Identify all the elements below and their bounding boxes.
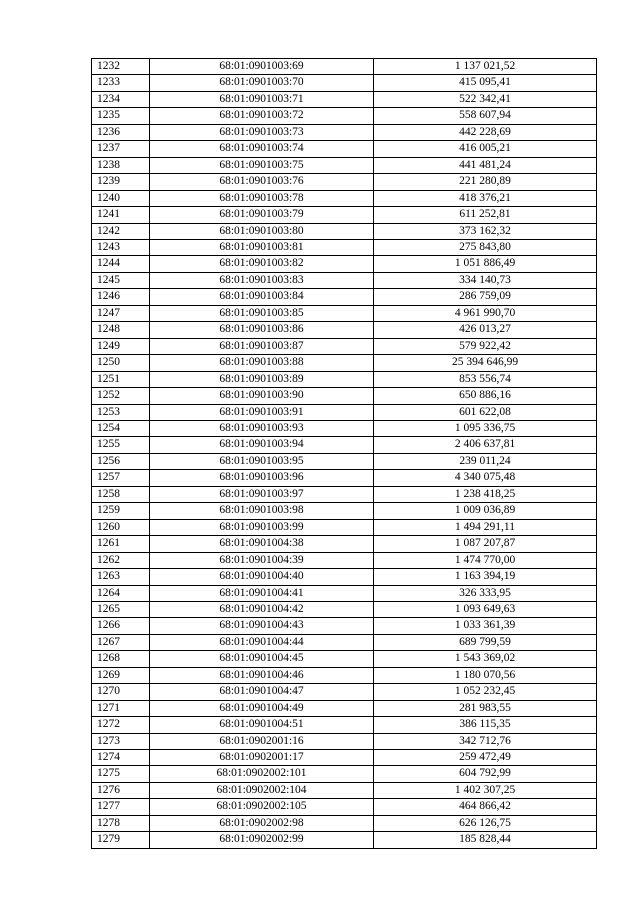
cadastral-value-cell: 259 472,49	[374, 750, 597, 766]
row-number-cell: 1279	[92, 832, 150, 848]
table-row	[92, 717, 597, 733]
row-number-cell: 1266	[92, 618, 150, 634]
cadastral-number-cell: 68:01:0902002:99	[150, 832, 374, 848]
cadastral-number-cell: 68:01:0901004:39	[150, 552, 374, 568]
row-number-cell: 1254	[92, 420, 150, 436]
cadastral-value-cell: 1 474 770,00	[374, 552, 597, 568]
cadastral-number-cell: 68:01:0901003:82	[150, 256, 374, 272]
cadastral-number-cell: 68:01:0901003:78	[150, 190, 374, 206]
row-number-cell: 1234	[92, 91, 150, 107]
cadastral-number-cell: 68:01:0901003:90	[150, 388, 374, 404]
row-number-cell: 1248	[92, 322, 150, 338]
cadastral-number-cell: 68:01:0902001:16	[150, 733, 374, 749]
cadastral-number-cell: 68:01:0901003:99	[150, 519, 374, 535]
row-number-cell: 1233	[92, 75, 150, 91]
row-number-cell: 1271	[92, 700, 150, 716]
cadastral-value-cell: 442 228,69	[374, 124, 597, 140]
cadastral-number-cell: 68:01:0901004:51	[150, 717, 374, 733]
cadastral-number-cell: 68:01:0901003:98	[150, 503, 374, 519]
cadastral-number-cell: 68:01:0901004:41	[150, 585, 374, 601]
table-row	[92, 305, 597, 321]
table-row	[92, 601, 597, 617]
row-number-cell: 1244	[92, 256, 150, 272]
table-row	[92, 91, 597, 107]
table-row	[92, 453, 597, 469]
table-row	[92, 190, 597, 206]
cadastral-number-cell: 68:01:0901004:46	[150, 667, 374, 683]
cadastral-value-cell: 2 406 637,81	[374, 437, 597, 453]
cadastral-number-cell: 68:01:0901003:74	[150, 141, 374, 157]
cadastral-value-cell: 601 622,08	[374, 404, 597, 420]
table-row	[92, 569, 597, 585]
row-number-cell: 1253	[92, 404, 150, 420]
table-row	[92, 750, 597, 766]
cadastral-number-cell: 68:01:0902002:104	[150, 782, 374, 798]
cadastral-value-cell: 1 093 649,63	[374, 601, 597, 617]
cadastral-value-cell: 1 087 207,87	[374, 536, 597, 552]
cadastral-value-cell: 185 828,44	[374, 832, 597, 848]
cadastral-value-table	[91, 58, 597, 849]
row-number-cell: 1276	[92, 782, 150, 798]
table-row	[92, 799, 597, 815]
cadastral-value-cell: 418 376,21	[374, 190, 597, 206]
row-number-cell: 1251	[92, 371, 150, 387]
table-row	[92, 59, 597, 75]
cadastral-number-cell: 68:01:0901003:86	[150, 322, 374, 338]
table-row	[92, 470, 597, 486]
row-number-cell: 1258	[92, 486, 150, 502]
row-number-cell: 1238	[92, 157, 150, 173]
cadastral-value-cell: 1 402 307,25	[374, 782, 597, 798]
row-number-cell: 1268	[92, 651, 150, 667]
table-row	[92, 667, 597, 683]
cadastral-value-cell: 373 162,32	[374, 223, 597, 239]
cadastral-number-cell: 68:01:0901004:42	[150, 601, 374, 617]
row-number-cell: 1262	[92, 552, 150, 568]
cadastral-number-cell: 68:01:0901003:84	[150, 289, 374, 305]
cadastral-number-cell: 68:01:0901003:76	[150, 174, 374, 190]
table-row	[92, 256, 597, 272]
cadastral-value-cell: 221 280,89	[374, 174, 597, 190]
cadastral-value-cell: 286 759,09	[374, 289, 597, 305]
row-number-cell: 1278	[92, 815, 150, 831]
table-row	[92, 651, 597, 667]
cadastral-number-cell: 68:01:0901003:75	[150, 157, 374, 173]
cadastral-value-cell: 1 494 291,11	[374, 519, 597, 535]
cadastral-number-cell: 68:01:0901003:81	[150, 239, 374, 255]
table-row	[92, 486, 597, 502]
row-number-cell: 1257	[92, 470, 150, 486]
row-number-cell: 1267	[92, 634, 150, 650]
table-row	[92, 239, 597, 255]
cadastral-value-cell: 626 126,75	[374, 815, 597, 831]
cadastral-number-cell: 68:01:0901003:87	[150, 338, 374, 354]
cadastral-number-cell: 68:01:0901003:96	[150, 470, 374, 486]
cadastral-number-cell: 68:01:0901003:91	[150, 404, 374, 420]
table-row	[92, 322, 597, 338]
cadastral-number-cell: 68:01:0901003:83	[150, 272, 374, 288]
cadastral-number-cell: 68:01:0902002:105	[150, 799, 374, 815]
cadastral-value-cell: 1 238 418,25	[374, 486, 597, 502]
cadastral-value-cell: 650 886,16	[374, 388, 597, 404]
cadastral-value-cell: 416 005,21	[374, 141, 597, 157]
table-row	[92, 519, 597, 535]
cadastral-number-cell: 68:01:0901003:97	[150, 486, 374, 502]
table-row	[92, 141, 597, 157]
cadastral-number-cell: 68:01:0901003:73	[150, 124, 374, 140]
table-row	[92, 552, 597, 568]
cadastral-value-cell: 281 983,55	[374, 700, 597, 716]
cadastral-number-cell: 68:01:0901003:85	[150, 305, 374, 321]
cadastral-value-cell: 1 095 336,75	[374, 420, 597, 436]
row-number-cell: 1273	[92, 733, 150, 749]
cadastral-value-cell: 1 052 232,45	[374, 684, 597, 700]
table-row	[92, 503, 597, 519]
cadastral-value-cell: 4 961 990,70	[374, 305, 597, 321]
cadastral-value-cell: 334 140,73	[374, 272, 597, 288]
cadastral-value-cell: 239 011,24	[374, 453, 597, 469]
table-row	[92, 388, 597, 404]
cadastral-value-cell: 4 340 075,48	[374, 470, 597, 486]
cadastral-value-cell: 25 394 646,99	[374, 355, 597, 371]
table-row	[92, 733, 597, 749]
table-row	[92, 223, 597, 239]
cadastral-value-cell: 689 799,59	[374, 634, 597, 650]
row-number-cell: 1252	[92, 388, 150, 404]
table-row	[92, 634, 597, 650]
table-row	[92, 289, 597, 305]
table-row	[92, 355, 597, 371]
row-number-cell: 1249	[92, 338, 150, 354]
table-row	[92, 585, 597, 601]
cadastral-number-cell: 68:01:0901004:45	[150, 651, 374, 667]
cadastral-number-cell: 68:01:0901004:43	[150, 618, 374, 634]
row-number-cell: 1246	[92, 289, 150, 305]
row-number-cell: 1269	[92, 667, 150, 683]
cadastral-number-cell: 68:01:0901003:88	[150, 355, 374, 371]
cadastral-value-cell: 464 866,42	[374, 799, 597, 815]
table-row	[92, 157, 597, 173]
row-number-cell: 1275	[92, 766, 150, 782]
table-row	[92, 684, 597, 700]
cadastral-value-cell: 441 481,24	[374, 157, 597, 173]
cadastral-number-cell: 68:01:0901003:72	[150, 108, 374, 124]
cadastral-number-cell: 68:01:0901003:69	[150, 59, 374, 75]
table-row	[92, 338, 597, 354]
table-row	[92, 420, 597, 436]
row-number-cell: 1261	[92, 536, 150, 552]
cadastral-value-cell: 1 033 361,39	[374, 618, 597, 634]
cadastral-value-cell: 415 095,41	[374, 75, 597, 91]
row-number-cell: 1250	[92, 355, 150, 371]
cadastral-value-cell: 426 013,27	[374, 322, 597, 338]
row-number-cell: 1259	[92, 503, 150, 519]
table-row	[92, 782, 597, 798]
row-number-cell: 1243	[92, 239, 150, 255]
row-number-cell: 1255	[92, 437, 150, 453]
cadastral-number-cell: 68:01:0902002:101	[150, 766, 374, 782]
row-number-cell: 1274	[92, 750, 150, 766]
cadastral-number-cell: 68:01:0901003:94	[150, 437, 374, 453]
table-row	[92, 207, 597, 223]
row-number-cell: 1241	[92, 207, 150, 223]
row-number-cell: 1239	[92, 174, 150, 190]
row-number-cell: 1237	[92, 141, 150, 157]
row-number-cell: 1235	[92, 108, 150, 124]
cadastral-value-cell: 579 922,42	[374, 338, 597, 354]
table-row	[92, 75, 597, 91]
cadastral-value-cell: 1 543 369,02	[374, 651, 597, 667]
row-number-cell: 1277	[92, 799, 150, 815]
row-number-cell: 1260	[92, 519, 150, 535]
row-number-cell: 1256	[92, 453, 150, 469]
cadastral-value-cell: 326 333,95	[374, 585, 597, 601]
row-number-cell: 1245	[92, 272, 150, 288]
cadastral-value-cell: 558 607,94	[374, 108, 597, 124]
row-number-cell: 1272	[92, 717, 150, 733]
table-row	[92, 108, 597, 124]
cadastral-value-cell: 342 712,76	[374, 733, 597, 749]
table-row	[92, 174, 597, 190]
table-row	[92, 618, 597, 634]
table-row	[92, 766, 597, 782]
cadastral-value-cell: 1 051 886,49	[374, 256, 597, 272]
row-number-cell: 1232	[92, 59, 150, 75]
table-row	[92, 815, 597, 831]
row-number-cell: 1240	[92, 190, 150, 206]
cadastral-number-cell: 68:01:0901004:47	[150, 684, 374, 700]
cadastral-number-cell: 68:01:0901004:49	[150, 700, 374, 716]
cadastral-value-cell: 386 115,35	[374, 717, 597, 733]
cadastral-number-cell: 68:01:0901004:38	[150, 536, 374, 552]
table-row	[92, 272, 597, 288]
cadastral-number-cell: 68:01:0901004:40	[150, 569, 374, 585]
row-number-cell: 1247	[92, 305, 150, 321]
cadastral-value-cell: 1 180 070,56	[374, 667, 597, 683]
cadastral-value-cell: 275 843,80	[374, 239, 597, 255]
cadastral-number-cell: 68:01:0901003:71	[150, 91, 374, 107]
table-row	[92, 832, 597, 848]
row-number-cell: 1265	[92, 601, 150, 617]
table-row	[92, 371, 597, 387]
row-number-cell: 1264	[92, 585, 150, 601]
cadastral-value-cell: 604 792,99	[374, 766, 597, 782]
cadastral-number-cell: 68:01:0901003:70	[150, 75, 374, 91]
table-row	[92, 700, 597, 716]
cadastral-number-cell: 68:01:0901003:80	[150, 223, 374, 239]
table-body	[92, 59, 597, 849]
cadastral-number-cell: 68:01:0901003:89	[150, 371, 374, 387]
table-row	[92, 124, 597, 140]
cadastral-value-cell: 611 252,81	[374, 207, 597, 223]
row-number-cell: 1236	[92, 124, 150, 140]
cadastral-number-cell: 68:01:0901004:44	[150, 634, 374, 650]
cadastral-value-cell: 1 137 021,52	[374, 59, 597, 75]
cadastral-value-cell: 522 342,41	[374, 91, 597, 107]
cadastral-number-cell: 68:01:0901003:95	[150, 453, 374, 469]
cadastral-value-cell: 853 556,74	[374, 371, 597, 387]
table-row	[92, 437, 597, 453]
cadastral-number-cell: 68:01:0901003:79	[150, 207, 374, 223]
row-number-cell: 1263	[92, 569, 150, 585]
table-row	[92, 536, 597, 552]
cadastral-number-cell: 68:01:0902001:17	[150, 750, 374, 766]
cadastral-number-cell: 68:01:0902002:98	[150, 815, 374, 831]
row-number-cell: 1270	[92, 684, 150, 700]
row-number-cell: 1242	[92, 223, 150, 239]
cadastral-number-cell: 68:01:0901003:93	[150, 420, 374, 436]
cadastral-value-cell: 1 163 394,19	[374, 569, 597, 585]
table-row	[92, 404, 597, 420]
cadastral-value-cell: 1 009 036,89	[374, 503, 597, 519]
